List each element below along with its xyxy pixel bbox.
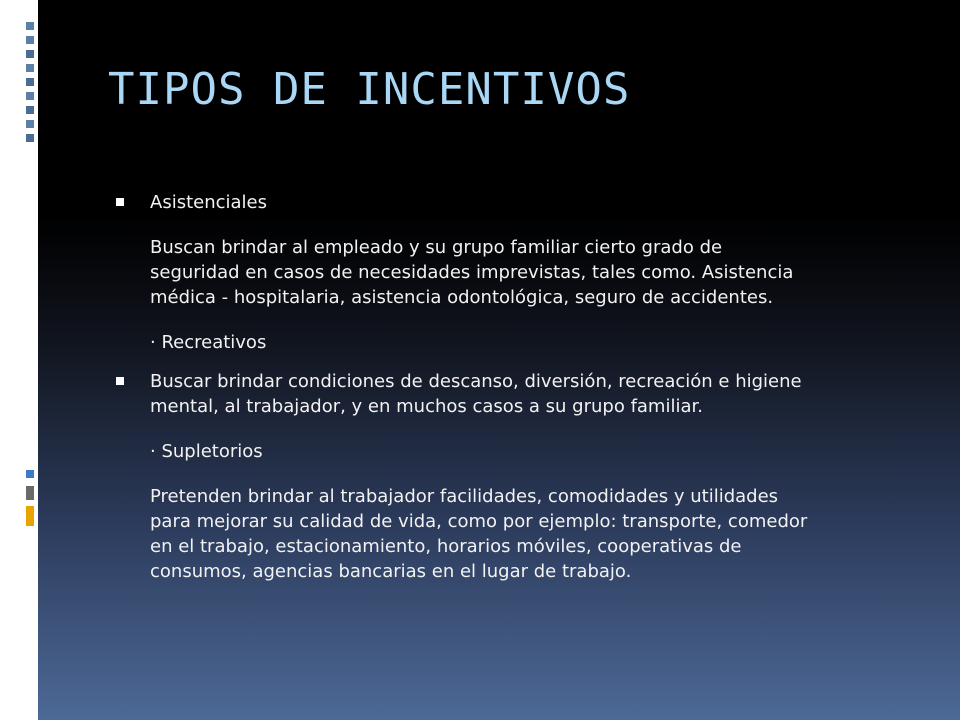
body-line: seguridad en casos de necesidades imprevistas, tales como. Asistencia	[150, 262, 794, 283]
sub-heading: · Supletorios	[150, 441, 263, 462]
deco-square	[26, 92, 34, 100]
body-line: Pretenden brindar al trabajador facilidades, comodidades y utilidades	[150, 486, 779, 507]
accent-bar-orange	[26, 506, 34, 526]
accent-bar-blue	[26, 470, 34, 478]
deco-square	[26, 50, 34, 58]
deco-square	[26, 120, 34, 128]
bullet-item-asistenciales	[108, 190, 918, 355]
deco-square	[26, 78, 34, 86]
deco-square	[26, 36, 34, 44]
body-line: consumos, agencias bancarias en el lugar de trabajo.	[150, 561, 632, 582]
square-bullet-icon	[116, 377, 124, 385]
slide-content	[108, 190, 918, 584]
deco-square	[26, 22, 34, 30]
square-bullet-icon	[116, 198, 124, 206]
body-line: Buscan brindar al empleado y su grupo familiar cierto grado de	[150, 237, 723, 258]
deco-square	[26, 106, 34, 114]
slide-title: TIPOS DE INCENTIVOS	[108, 64, 631, 115]
sub-heading: · Recreativos	[150, 332, 267, 353]
body-line: para mejorar su calidad de vida, como por ejemplo: transporte, comedor	[150, 511, 808, 532]
deco-square	[26, 64, 34, 72]
deco-square	[26, 134, 34, 142]
accent-bar-gray	[26, 486, 34, 500]
body-line: médica - hospitalaria, asistencia odontológica, seguro de accidentes.	[150, 287, 774, 308]
bullet-item-recreativos	[108, 369, 918, 584]
body-line: en el trabajo, estacionamiento, horarios móviles, cooperativas de	[150, 536, 742, 557]
body-line: mental, al trabajador, y en muchos casos a su grupo familiar.	[150, 396, 703, 417]
bullet-heading: Asistenciales	[150, 192, 267, 213]
accent-bar-white	[26, 532, 34, 720]
body-line: Buscar brindar condiciones de descanso, diversión, recreación e higiene	[150, 371, 802, 392]
